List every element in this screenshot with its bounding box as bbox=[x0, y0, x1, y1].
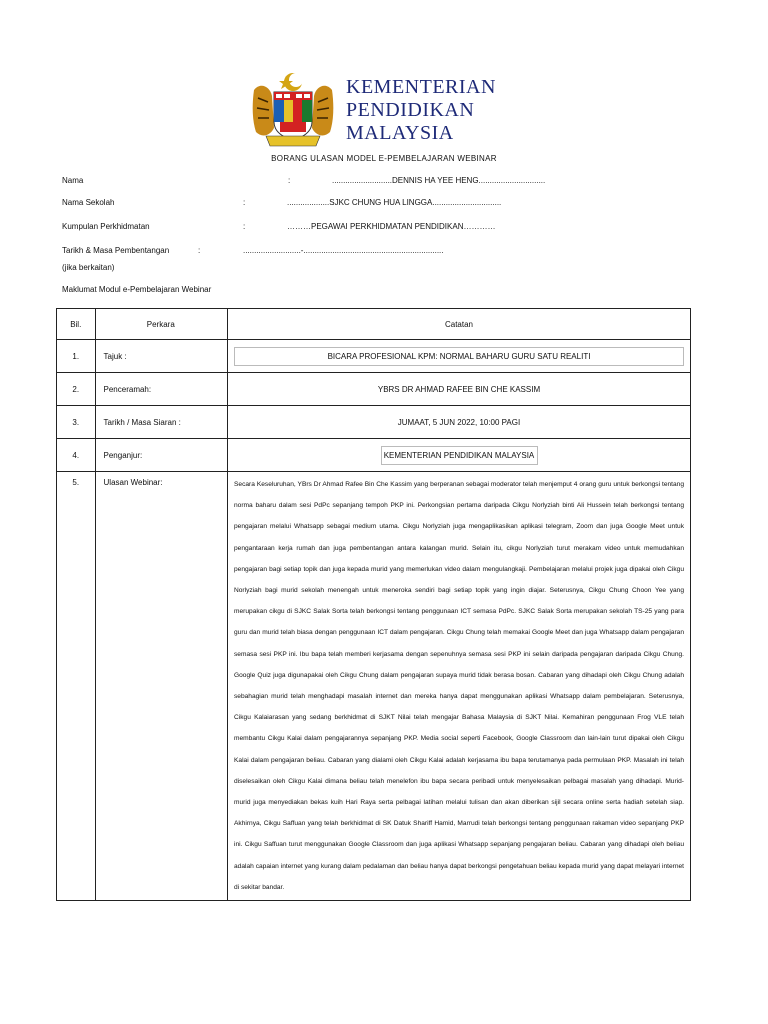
form-title: BORANG ULASAN MODEL E-PEMBELAJARAN WEBINAR bbox=[271, 154, 497, 163]
field-label: Nama Sekolah bbox=[62, 198, 115, 207]
field-nama-sekolah bbox=[0, 198, 768, 210]
row-perkara: Ulasan Webinar: bbox=[95, 472, 227, 901]
row-catatan bbox=[228, 439, 691, 472]
table-row bbox=[57, 373, 691, 406]
row-catatan: JUMAAT, 5 JUN 2022, 10:00 PAGI bbox=[228, 406, 691, 439]
header-catatan: Catatan bbox=[228, 309, 691, 340]
ministry-name-line1: KEMENTERIAN bbox=[346, 76, 496, 98]
field-label: Tarikh & Masa Pembentangan bbox=[62, 246, 170, 255]
field-value: ...................SJKC CHUNG HUA LINGGA............................... bbox=[287, 198, 502, 207]
field-colon: : bbox=[198, 246, 201, 255]
section-heading: Maklumat Modul e-Pembelajaran Webinar bbox=[62, 285, 212, 294]
row-perkara: Tarikh / Masa Siaran : bbox=[95, 406, 227, 439]
table-row bbox=[57, 439, 691, 472]
header-bil: Bil. bbox=[57, 309, 96, 340]
row-bil: 4. bbox=[57, 439, 96, 472]
row-bil: 5. bbox=[57, 472, 96, 901]
field-note: (jika berkaitan) bbox=[62, 263, 115, 272]
catatan-value: BICARA PROFESIONAL KPM: NORMAL BAHARU GURU SATU REALITI bbox=[234, 347, 684, 366]
field-tarikh-masa bbox=[0, 246, 768, 272]
row-perkara: Tajuk : bbox=[95, 340, 227, 373]
field-nama bbox=[0, 176, 768, 188]
field-label: Kumpulan Perkhidmatan bbox=[62, 222, 150, 231]
table-row bbox=[57, 406, 691, 439]
field-value: ...........................DENNIS HA YEE HENG.............................. bbox=[332, 176, 546, 185]
field-value: ..........................-............................................................... bbox=[243, 246, 444, 255]
coat-of-arms-icon bbox=[250, 70, 336, 150]
ministry-name-line3: MALAYSIA bbox=[346, 122, 454, 144]
review-text: Secara Keseluruhan, YBrs Dr Ahmad Rafee Bin Che Kassim yang berperanan sebagai moderator telah menjemput 4 orang guru untuk berkongsi tentang norma baharu dalam sesi PdPc sepanjang tempoh PKP ini. Perkongsian pertama daripada Cikgu Norlyziah binti Ali Hussein telah berkongsi tentang pengajaran melalui Whatsapp sebagai medium utama. Cikgu Norlyziah juga mengaplikasikan aplikasi telegram, Zoom dan juga Google Meet untuk pengantaraan kerja rumah dan juga pembentangan antara kalangan murid. Selain itu, cikgu Norlyziah turut merakam video untuk memudahkan pengajaran bagi setiap topik dan juga kepada murid yang memerlukan video dalam mengulangkaji. Pembelajaran melalui projek juga dipakai oleh Cikgu Norlyziah bagi murid sekolah menengah untuk meneroka sendiri bagi setiap topik yang ingin diajar. Seterusnya, Cikgu Chung Choon Yee yang merupakan cikgu di SJKC Salak Sorta telah berkongsi tentang penggunaan ICT semasa PdPc. SJKC Salak Sorta merupakan sekolah TS-25 yang para guru dan murid telah biasa dengan penggunaan ICT dalam pengajaran. Cikgu Chung telah memakai Google Meet dan juga Whatsapp dalam pengajaran semasa sesi PKP ini. Ibu bapa telah memberi kerjasama dengan sepenuhnya semasa sesi PKP ini selain daripada pengajaran daripada Cikgu Chung. Google Quiz juga digunapakai oleh Cikgu Chung dalam pengajaran supaya murid tidak berasa bosan. Cabaran yang dihadapi oleh Cikgu Chung adalah sebahagian murid telah menghadapi masalah internet dan mereka hanya dapat menggunakan aplikasi Whatsapp dalam pembelajaran. Seterusnya, Cikgu Kalaiarasan yang sedang berkhidmat di SJKT Nilai telah mengajar Bahasa Malaysia di SJKT Nilai. Kemahiran penggunaan Frog VLE telah membantu Cikgu Kalai dalam pengajarannya sepanjang PKP. Media social seperti Facebook, Google Classroom dan lain-lain turut dipakai oleh Cikgu Kalai dalam pengajaran beliau. Cabaran yang dialami oleh Cikgu Kalai adalah kerjasama ibu bapa terutamanya pada permulaan PKP. Masalah ini telah diselesaikan oleh Cikgu Kalai dimana beliau telah menelefon ibu bapa secara peribadi untuk menyelesaikan pelbagai masalah yang dihadapi. Murid-murid juga menyediakan bekas kuih Hari Raya serta pelbagai latihan melalui tulisan dan akan diberikan sijil secara online serta hadiah setelah siap. Akhirnya, Cikgu Saffuan yang telah berkhidmat di SK Datuk Shariff Hamid, Marrudi telah berkongsi tentang penggunaan rakaman video sepanjang PKP ini. Cikgu Saffuan turut menggunakan Google Classroom dan juga aplikasi Whatsapp sepanjang pengajaran beliau. Cabaran yang dihadapi oleh beliau adalah capaian internet yang kurang dalam pedalaman dan beliau hanya dapat berkongsi pengetahuan beliau kepada murid yang dapat melayari internet di sekitar bandar. bbox=[228, 472, 691, 901]
row-catatan: YBRS DR AHMAD RAFEE BIN CHE KASSIM bbox=[228, 373, 691, 406]
ministry-logo bbox=[250, 70, 540, 150]
field-value: ………PEGAWAI PERKHIDMATAN PENDIDIKAN………… bbox=[287, 222, 496, 231]
row-perkara: Penceramah: bbox=[95, 373, 227, 406]
catatan-value: KEMENTERIAN PENDIDIKAN MALAYSIA bbox=[381, 446, 538, 465]
field-label: Nama bbox=[62, 176, 84, 185]
table-header-row bbox=[57, 309, 691, 340]
row-perkara: Penganjur: bbox=[95, 439, 227, 472]
webinar-info-table bbox=[56, 308, 691, 901]
field-colon: : bbox=[243, 198, 246, 207]
header-perkara: Perkara bbox=[95, 309, 227, 340]
row-bil: 2. bbox=[57, 373, 96, 406]
field-colon: : bbox=[243, 222, 246, 231]
table-row-review bbox=[57, 472, 691, 901]
field-kumpulan bbox=[0, 222, 768, 234]
field-colon: : bbox=[288, 176, 291, 185]
row-bil: 1. bbox=[57, 340, 96, 373]
row-catatan bbox=[228, 340, 691, 373]
row-bil: 3. bbox=[57, 406, 96, 439]
table-row bbox=[57, 340, 691, 373]
ministry-name-line2: PENDIDIKAN bbox=[346, 99, 475, 121]
